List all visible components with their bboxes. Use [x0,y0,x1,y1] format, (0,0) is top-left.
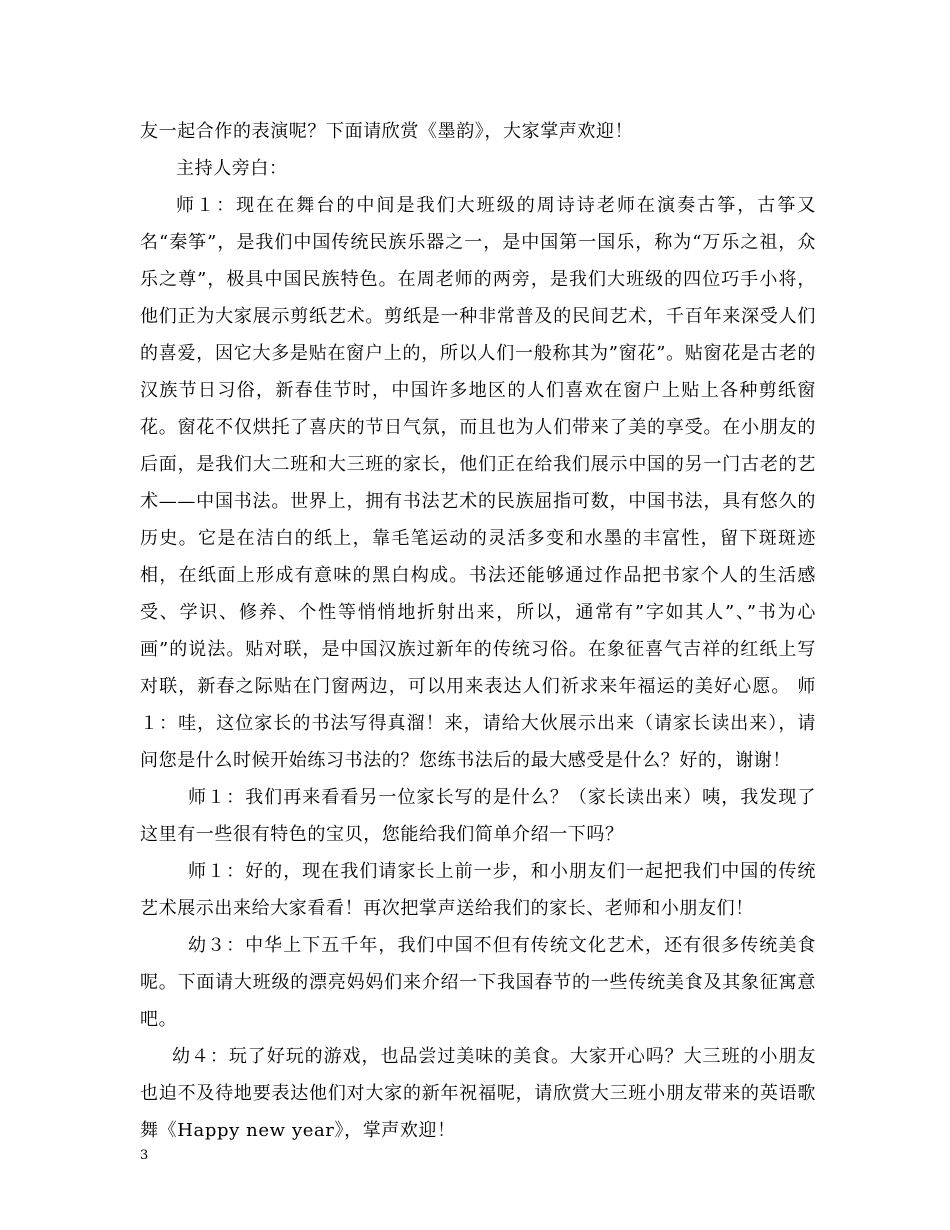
paragraph-teacher-1-performance-intro: 师１：现在在舞台的中间是我们大班级的周诗诗老师在演奏古筝，古筝又名“秦筝”，是我们中国传统民族乐器之一，是中国第一国乐，称为“万乐之祖，众乐之尊”，极具中国民族特色。在周老师的两旁，是我们大班级的四位巧手小将，他们正为大家展示剪纸艺术。剪纸是一种非常普及的民间艺术，千百年来深受人们的喜爱，因它大多是贴在窗户上的，所以人们一般称其为”窗花”。贴窗花是古老的汉族节日习俗，新春佳节时，中国许多地区的人们喜欢在窗户上贴上各种剪纸窗花。窗花不仅烘托了喜庆的节日气氛，而且也为人们带来了美的享受。在小朋友的后面，是我们大二班和大三班的家长，他们正在给我们展示中国的另一门古老的艺术——中国书法。世界上，拥有书法艺术的民族屈指可数，中国书法，具有悠久的历史。它是在洁白的纸上，靠毛笔运动的灵活多变和水墨的丰富性，留下斑斑迹相，在纸面上形成有意味的黑白构成。书法还能够通过作品把书家个人的生活感受、学识、修养、个性等悄悄地折射出来，所以，通常有”字如其人”、”书为心画”的说法。贴对联，是中国汉族过新年的传统习俗。在象征喜气吉祥的红纸上写对联，新春之际贴在门窗两边，可以用来表达人们祈求来年福运的美好心愿。 师１：哇，这位家长的书法写得真溜！来，请给大伙展示出来（请家长读出来），请问您是什么时候开始练习书法的？您练书法后的最大感受是什么？好的，谢谢！ [140,195,816,771]
paragraph-child-3-food: 幼３：中华上下五千年，我们中国不但有传统文化艺术，还有很多传统美食呢。下面请大班级的漂亮妈妈们来介绍一下我国春节的一些传统美食及其象征寓意吧。 [140,935,816,1030]
page-number: 3 [140,1148,149,1163]
paragraph-host-narration-heading: 主持人旁白： [176,158,288,179]
paragraph-continuation: 友一起合作的表演呢？下面请欣赏《墨韵》，大家掌声欢迎！ [140,121,634,142]
paragraph-child-4-song: 幼４：玩了好玩的游戏，也品尝过美味的美食。大家开心吗？大三班的小朋友也迫不及待地要表达他们对大家的新年祝福呢，请欣赏大三班小朋友带来的英语歌舞《Happy new year》，掌声欢迎！ [140,1046,816,1141]
paragraph-teacher-1-closing: 师１：好的，现在我们请家长上前一步，和小朋友们一起把我们中国的传统艺术展示出来给大家看看！再次把掌声送给我们的家长、老师和小朋友们！ [140,861,816,919]
page-body [140,113,816,1149]
paragraph-teacher-1-another-parent: 师１：我们再来看看另一位家长写的是什么？（家长读出来）咦，我发现了这里有一些很有特色的宝贝，您能给我们简单介绍一下吗？ [140,787,816,845]
